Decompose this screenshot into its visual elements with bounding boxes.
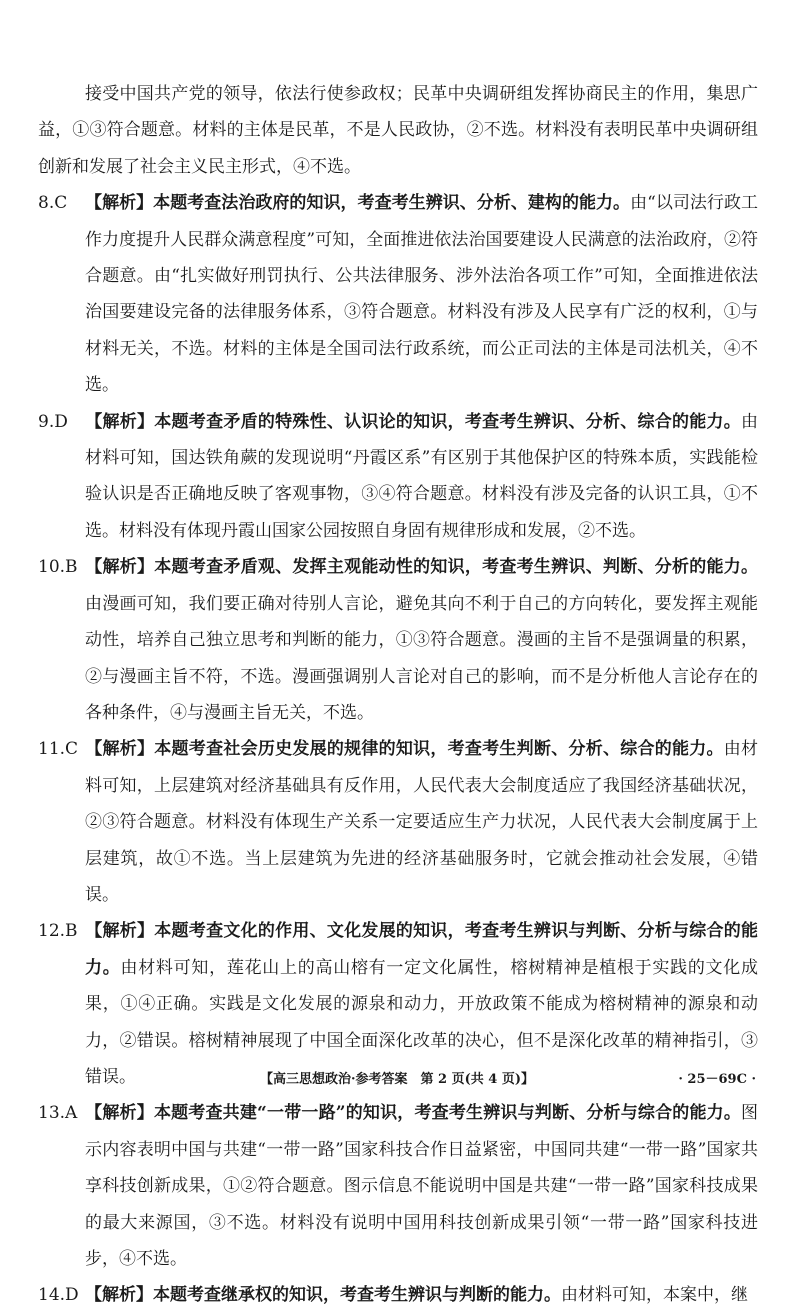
analysis-tag: 【解析】 [85, 1285, 153, 1306]
analysis-lead: 本题考查文化的作用、文化发展的知识，考查考生辨识与判断、分析与综合的能力。 [85, 921, 759, 978]
answer-item-14 [38, 1277, 758, 1313]
answer-number: 14.D [38, 1285, 79, 1306]
answer-number: 10.B [38, 557, 78, 578]
answer-item-10 [38, 549, 758, 731]
analysis-body: 由材料可知，国达铁角蕨的发现说明“丹霞区系”有区别于其他保护区的特殊本质，实践能检验认识是否正确地反映了客观事物，③④符合题意。材料没有涉及完备的认识工具，①不选。材料没有体现丹霞山国家公园按照自身固有规律形成和发展，②不选。 [85, 411, 759, 541]
analysis-body: 由“以司法行政工作力度提升人民群众满意程度”可知，全面推进依法治国要建设人民满意的法治政府，②符合题意。由“扎实做好刑罚执行、公共法律服务、涉外法治各项工作”可知，全面推进依法治国要建设完备的法律服务体系，③符合题意。材料没有涉及人民享有广泛的权利，①与材料无关，不选。材料的主体是全国司法行政系统，而公正司法的主体是司法机关，④不选。 [85, 193, 758, 396]
answer-number: 8.C [38, 193, 68, 214]
answer-item-8 [38, 185, 758, 403]
answer-item-11 [38, 731, 758, 913]
answer-number: 9.D [38, 411, 68, 432]
analysis-tag: 【解析】 [85, 557, 155, 578]
analysis-tag: 【解析】 [85, 739, 155, 760]
analysis-lead: 本题考查矛盾观、发挥主观能动性的知识，考查考生辨识、判断、分析的能力。 [154, 557, 759, 578]
analysis-body: 由漫画可知，我们要正确对待别人言论，避免其向不利于自己的方向转化，要发挥主观能动性，培养自己独立思考和判断的能力，①③符合题意。漫画的主旨不是强调量的积累，②与漫画主旨不符，不选。漫画强调别人言论对自己的影响，而不是分析他人言论存在的各种条件，④与漫画主旨无关，不选。 [85, 593, 758, 723]
answer-number: 13.A [38, 1103, 78, 1124]
footer-title: 【高三思想政治·参考答案 第 2 页(共 4 页)】 [259, 1072, 535, 1087]
analysis-tag: 【解析】 [85, 411, 155, 432]
analysis-lead: 本题考查社会历史发展的规律的知识，考查考生判断、分析、综合的能力。 [154, 739, 724, 760]
analysis-body: 图示内容表明中国与共建“一带一路”国家科技合作日益紧密，中国同共建“一带一路”国家共享科技创新成果，①②符合题意。图示信息不能说明中国是共建“一带一路”国家科技成果的最大来源国，③不选。材料没有说明中国用科技创新成果引领“一带一路”国家科技进步，④不选。 [85, 1103, 759, 1269]
answer-item-13 [38, 1095, 758, 1277]
analysis-tag: 【解析】 [85, 193, 154, 214]
analysis-lead: 本题考查法治政府的知识，考查考生辨识、分析、建构的能力。 [153, 193, 631, 214]
answer-item-9 [38, 404, 758, 550]
analysis-body: 由材料可知，上层建筑对经济基础具有反作用，人民代表大会制度适应了我国经济基础状况，②③符合题意。材料没有体现生产关系一定要适应生产力状况，人民代表大会制度属于上层建筑，故①不选。当上层建筑为先进的经济基础服务时，它就会推动社会发展，④错误。 [85, 739, 759, 905]
analysis-tag: 【解析】 [85, 921, 155, 942]
page-footer [0, 1068, 794, 1088]
analysis-body: 由材料可知，莲花山上的高山榕有一定文化属性，榕树精神是植根于实践的文化成果，①④正确。实践是文化发展的源泉和动力，开放政策不能成为榕树精神的源泉和动力，②错误。榕树精神展现了中国全面深化改革的决心，但不是深化改革的精神指引，③错误。 [85, 957, 759, 1087]
analysis-tag: 【解析】 [85, 1103, 154, 1124]
footer-code: · 25－69C · [678, 1072, 756, 1087]
analysis-lead: 本题考查共建“一带一路”的知识，考查考生辨识与判断、分析与综合的能力。 [153, 1103, 742, 1124]
analysis-body: 由材料可知，本案中，继 [561, 1285, 748, 1306]
answer-number: 12.B [38, 921, 78, 942]
page-content [38, 76, 758, 1314]
continued-paragraph: 接受中国共产党的领导，依法行使参政权；民革中央调研组发挥协商民主的作用，集思广益，①③符合题意。材料的主体是民革，不是人民政协，②不选。材料没有表明民革中央调研组创新和发展了社会主义民主形式，④不选。 [38, 84, 758, 177]
answer-number: 11.C [38, 739, 79, 760]
analysis-lead: 本题考查矛盾的特殊性、认识论的知识，考查考生辨识、分析、综合的能力。 [154, 411, 742, 432]
analysis-lead: 本题考查继承权的知识，考查考生辨识与判断的能力。 [153, 1285, 561, 1306]
